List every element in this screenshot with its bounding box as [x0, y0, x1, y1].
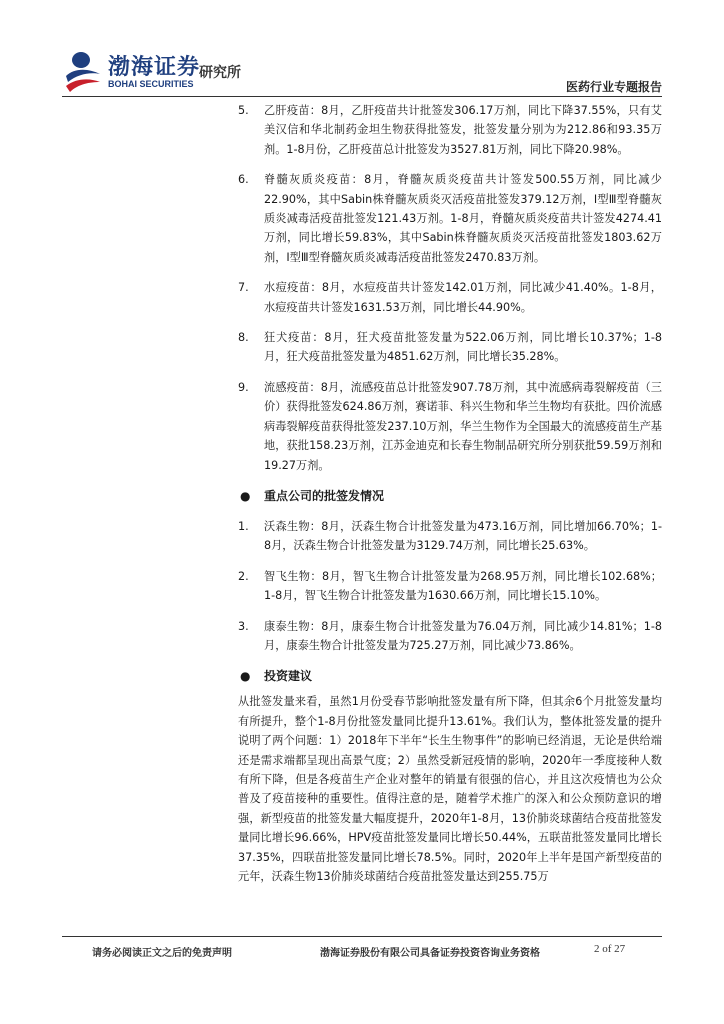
investment-advice-paragraph: 从批签发量来看，虽然1月份受春节影响批签发量有所下降，但其余6个月批签发量均有所提升，整个1-8月份批签发量同比提升13.61%。我们认为，整体批签发量的提升说明了两个问题：1）2018年下半年“长生生物事件”的影响已经消退，无论是供给端还是需求端都呈现出高景气度；2）虽然受新冠疫情的影响，2020年一季度接种人数有所下降，但是各疫苗生产企业对整年的销量有很强的信心，并且这次疫情也为公众普及了疫苗接种的重要性。值得注意的是，随着学术推广的深入和公众预防意识的增强，新型疫苗的批签发量大幅度提升，2020年1-8月，13价肺炎球菌结合疫苗批签发量同比增长96.66%，HPV疫苗批签发量同比增长50.44%，五联苗批签发量同比增长37.35%，四联苗批签发量同比增长78.5%。同时，2020年上半年是国产新型疫苗的元年，沃森生物13价肺炎球菌结合疫苗批签发量达到255.75万	[238, 695, 662, 883]
section-title: 投资建议	[264, 669, 313, 684]
list-text: 智飞生物：8月，智飞生物合计批签发量为268.95万剂，同比增长102.68%；1-8月，智飞生物合计批签发量为1630.66万剂，同比增长15.10%。	[264, 569, 662, 603]
report-type: 医药行业专题报告	[565, 80, 662, 94]
section-heading-advice	[238, 666, 662, 686]
list-item-influenza	[238, 378, 662, 475]
list-number: 7.	[238, 281, 249, 295]
list-text: 沃森生物：8月，沃森生物合计批签发量为473.16万剂，同比增加66.70%；1-8月，沃森生物合计批签发量为3129.74万剂，同比增长25.63%。	[264, 519, 662, 553]
list-item-hepatitis-b	[238, 101, 662, 159]
section-title: 重点公司的批签发情况	[264, 488, 385, 503]
list-number: 3.	[238, 619, 249, 633]
list-text: 脊髓灰质炎疫苗：8月，脊髓灰质炎疫苗共计签发500.55万剂，同比减少22.90%，其中Sabin株脊髓灰质炎灭活疫苗批签发379.12万剂，Ⅰ型Ⅲ型脊髓灰质炎减毒活疫苗批签发121.43万剂。1-8月，脊髓灰质炎疫苗共计签发4274.41万剂，同比增长59.83%，其中Sabin株脊髓灰质炎灭活疫苗批签发1803.62万剂，Ⅰ型Ⅲ型脊髓灰质炎减毒活疫苗批签发2470.83万剂。	[264, 173, 662, 264]
list-number: 6.	[238, 173, 249, 187]
report-body	[238, 101, 662, 886]
bullet-icon: ●	[240, 488, 251, 503]
list-number: 9.	[238, 380, 249, 394]
list-item-rabies	[238, 328, 662, 367]
list-number: 2.	[238, 569, 249, 583]
section-heading-companies	[238, 486, 662, 506]
list-number: 1.	[238, 519, 249, 533]
footer-qualification: 渤海证券股份有限公司具备证券投资咨询业务资格	[320, 948, 540, 959]
list-text: 狂犬疫苗：8月，狂犬疫苗批签发量为522.06万剂，同比增长10.37%；1-8月，狂犬疫苗批签发量为4851.62万剂，同比增长35.28%。	[264, 331, 662, 364]
company-name-cn: 渤海证券	[108, 55, 201, 80]
bullet-icon: ●	[240, 669, 251, 684]
list-number: 8.	[238, 331, 249, 345]
footer-disclaimer: 请务必阅读正文之后的免责声明	[92, 948, 232, 959]
page-number: 2 of 27	[594, 943, 626, 955]
list-item-walvax	[238, 517, 662, 556]
list-number: 5.	[238, 104, 249, 117]
header-divider	[62, 96, 662, 97]
company-name-en: BOHAI SECURITIES	[108, 79, 194, 89]
list-item-kangtai	[238, 617, 662, 656]
list-text: 流感疫苗：8月，流感疫苗总计批签发907.78万剂，其中流感病毒裂解疫苗（三价）获得批签发624.86万剂，赛诺菲、科兴生物和华兰生物均有获批。四价流感病毒裂解疫苗获得批签发237.10万剂，华兰生物作为全国最大的流感疫苗生产基地，获批158.23万剂，江苏金迪克和长春生物制品研究所分别获批59.59万剂和19.27万剂。	[264, 380, 662, 472]
list-text: 康泰生物：8月，康泰生物合计批签发量为76.04万剂，同比减少14.81%；1-8月，康泰生物合计批签发量为725.27万剂，同比减少73.86%。	[264, 619, 662, 652]
list-item-zhifei	[238, 567, 662, 606]
company-logo	[64, 50, 254, 96]
footer-divider	[62, 936, 662, 937]
list-text: 乙肝疫苗：8月，乙肝疫苗共计批签发306.17万剂，同比下降37.55%，只有艾美汉信和华北制药金坦生物获得批签发，批签发量分别为为212.86和93.35万剂。1-8月份，乙肝疫苗总计批签发为3527.81万剂，同比下降20.98%。	[264, 104, 662, 156]
bohai-wave-icon	[64, 50, 102, 94]
list-item-varicella	[238, 278, 662, 317]
list-text: 水痘疫苗：8月，水痘疫苗共计签发142.01万剂，同比减少41.40%。1-8月，水痘疫苗共计签发1631.53万剂，同比增长44.90%。	[264, 281, 662, 314]
list-item-polio	[238, 170, 662, 267]
department-label: 研究所	[199, 65, 241, 81]
